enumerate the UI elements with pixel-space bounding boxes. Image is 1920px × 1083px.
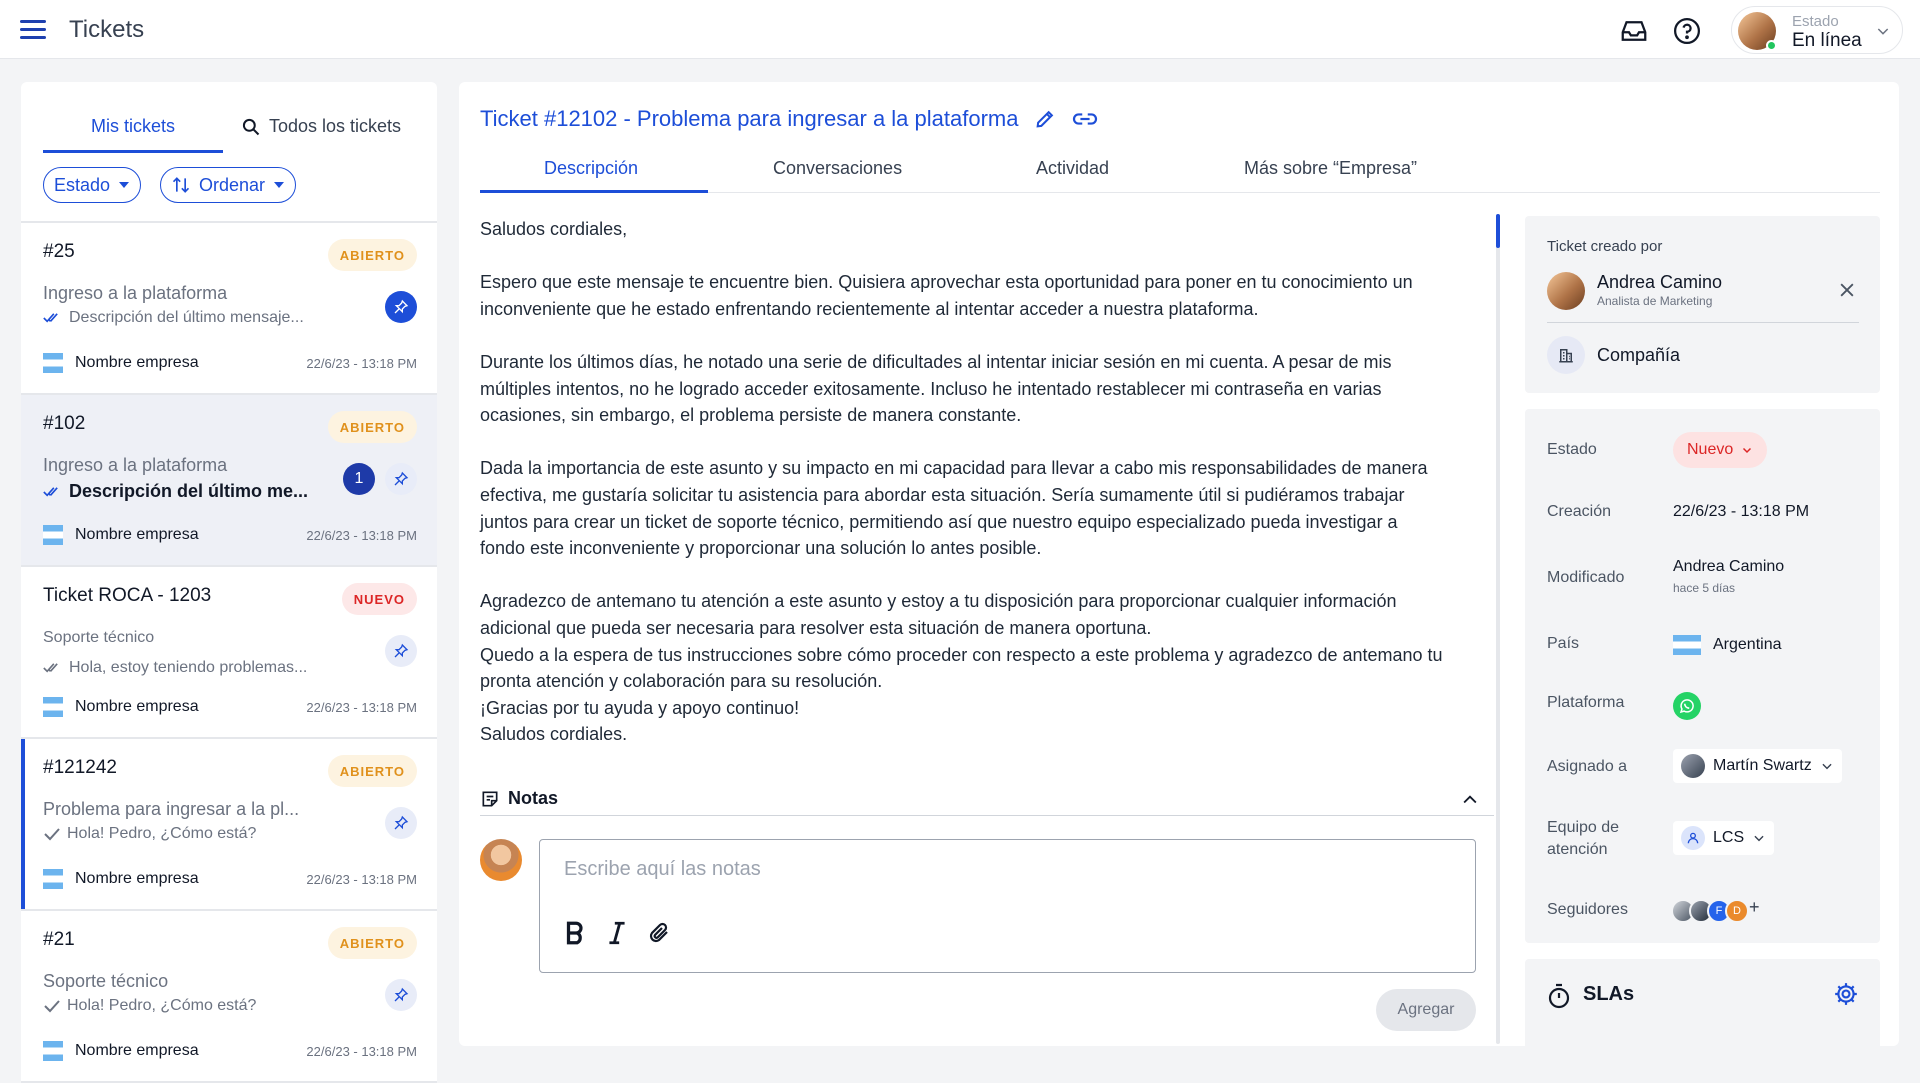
description-scrollbar[interactable]: [1496, 214, 1500, 1044]
pin-icon: [393, 987, 409, 1003]
team-name: LCS: [1713, 829, 1745, 846]
ticket-date: 22/6/23 - 13:18 PM: [306, 1044, 417, 1059]
ticket-subject: Ingreso a la plataforma: [43, 283, 228, 303]
current-user-avatar: [480, 839, 522, 881]
pin-button[interactable]: [385, 291, 417, 323]
company-name: Nombre empresa: [75, 1042, 199, 1059]
check-icon: [43, 999, 61, 1013]
description-line: [480, 322, 1480, 349]
description-line: múltiples intentos, no he logrado acceder exitosamente. Incluso he intentado restablecer mi contraseña en varias: [480, 378, 1382, 399]
gear-icon[interactable]: [1833, 981, 1859, 1007]
argentina-flag-icon: [43, 525, 63, 545]
search-icon: [241, 117, 261, 137]
pin-icon: [393, 815, 409, 831]
pin-button[interactable]: [385, 979, 417, 1011]
ticket-properties-card: [1525, 409, 1880, 943]
message-text: Hola! Pedro, ¿Cómo está?: [67, 997, 257, 1014]
description-line: Quedo a la espera de tus instrucciones sobre cómo proceder con respecto a este problema y agradezco de antemano tu: [480, 644, 1443, 665]
status-badge: ABIERTO: [328, 239, 417, 271]
double-check-icon: [43, 311, 63, 325]
country-name: Argentina: [1713, 636, 1782, 653]
creator-avatar: [1547, 272, 1585, 310]
message-text: Hola, estoy teniendo problemas...: [69, 659, 308, 676]
creator-card: [1525, 216, 1880, 393]
attachment-icon[interactable]: [648, 920, 672, 946]
description-line: pronta atención y colaboración para su resolución.: [480, 671, 883, 692]
ticket-company: [43, 1041, 199, 1061]
ticket-company: [43, 697, 199, 717]
ticket-description: [480, 216, 1480, 748]
ticket-list-panel: [21, 82, 437, 1059]
pin-icon: [393, 299, 409, 315]
pin-icon: [393, 643, 409, 659]
asignado-label: Asignado a: [1547, 758, 1628, 775]
message-text: Descripción del último mensaje...: [69, 309, 304, 326]
tab-active-indicator: [480, 190, 708, 193]
status-value: En línea: [1792, 30, 1862, 51]
ticket-id: #21: [43, 929, 75, 950]
ticket-date: 22/6/23 - 13:18 PM: [306, 528, 417, 543]
notes-title: Notas: [508, 788, 559, 808]
ticket-last-message: [43, 659, 307, 677]
description-line: inconveniente que he estado enfrentando recientemente al intentar acceder a nuestra plataforma.: [480, 298, 1259, 319]
message-text: Descripción del último me...: [69, 481, 309, 501]
ticket-last-message: [43, 309, 304, 327]
ticket-detail-panel: [459, 82, 1899, 1046]
ticket-date: 22/6/23 - 13:18 PM: [306, 700, 417, 715]
caret-down-icon: [273, 181, 285, 189]
message-text: Hola! Pedro, ¿Cómo está?: [67, 825, 257, 842]
description-line: [480, 243, 1480, 270]
ticket-id: #102: [43, 413, 86, 434]
notes-editor: [539, 839, 1476, 973]
company-name: Nombre empresa: [75, 354, 199, 371]
sla-card: [1525, 959, 1880, 1059]
chevron-down-icon: [1752, 831, 1766, 845]
check-icon: [43, 827, 61, 841]
bold-icon[interactable]: [564, 920, 586, 946]
ticket-list-item[interactable]: [21, 739, 437, 911]
menu-icon[interactable]: [20, 20, 46, 40]
ticket-id: #25: [43, 241, 75, 262]
chevron-down-icon: [1875, 23, 1891, 39]
chevron-down-icon: [1741, 444, 1753, 456]
link-icon[interactable]: [1072, 108, 1098, 130]
assignee-selector[interactable]: [1673, 749, 1842, 783]
ticket-company: [43, 869, 199, 889]
add-note-button[interactable]: Agregar: [1376, 989, 1476, 1031]
argentina-flag-icon: [43, 869, 63, 889]
sla-title: SLAs: [1583, 983, 1635, 1005]
ticket-last-message: [43, 997, 256, 1015]
description-line: ¡Gracias por tu ayuda y apoyo continuo!: [480, 697, 800, 718]
modificado-value: Andrea Camino: [1673, 558, 1785, 575]
description-line: fondo este inconveniente y proporcionar una solución lo antes posible.: [480, 538, 1042, 559]
status-selector[interactable]: [1731, 6, 1903, 54]
pin-button[interactable]: [385, 807, 417, 839]
creator-name: Andrea Camino: [1597, 272, 1723, 292]
creator-role: Analista de Marketing: [1597, 294, 1713, 308]
tab-all-label: Todos los tickets: [269, 116, 402, 136]
status-badge: ABIERTO: [328, 755, 417, 787]
ticket-title: Ticket #12102 - Problema para ingresar a la plataforma: [480, 106, 1019, 131]
assignee-name: Martín Swartz: [1713, 757, 1812, 774]
plataforma-label: Plataforma: [1547, 694, 1625, 711]
description-line: Espero que este mensaje te encuentre bien. Quisiera aprovechar esta oportunidad para poner en tu conocimiento un: [480, 272, 1413, 293]
scrollbar-thumb[interactable]: [1496, 214, 1500, 248]
ticket-id: Ticket ROCA - 1203: [43, 585, 212, 606]
estado-filter-chip[interactable]: [43, 167, 141, 203]
tab-actividad[interactable]: Actividad: [1036, 158, 1110, 178]
company-name: Nombre empresa: [75, 870, 199, 887]
notes-input[interactable]: [564, 858, 1444, 881]
ticket-list-item[interactable]: [21, 223, 437, 395]
pais-label: País: [1547, 635, 1580, 652]
online-indicator: [1766, 40, 1777, 51]
pin-button[interactable]: [385, 463, 417, 495]
ticket-date: 22/6/23 - 13:18 PM: [306, 356, 417, 371]
team-icon: [1681, 826, 1705, 850]
ticket-id: #121242: [43, 757, 117, 778]
italic-icon[interactable]: [606, 920, 628, 946]
top-bar: [0, 0, 1920, 59]
ticket-list-item[interactable]: [21, 567, 437, 739]
chevron-down-icon: [1820, 759, 1834, 773]
tab-mas-sobre-empresa[interactable]: Más sobre “Empresa”: [1244, 158, 1418, 178]
help-icon[interactable]: [1672, 16, 1702, 46]
ticket-company: [43, 353, 199, 373]
description-line: [480, 562, 1480, 589]
edit-pencil-icon[interactable]: [1034, 108, 1056, 130]
notes-icon: [480, 789, 500, 809]
creacion-value: 22/6/23 - 13:18 PM: [1673, 503, 1810, 520]
modificado-label: Modificado: [1547, 569, 1625, 586]
description-line: juntos para crear un ticket de soporte técnico, permitiendo así que nuestro equipo especializado pueda investigar a: [480, 511, 1398, 532]
seguidores-label: Seguidores: [1547, 901, 1628, 918]
tab-descripcion[interactable]: Descripción: [544, 158, 639, 178]
tab-my-tickets[interactable]: Mis tickets: [90, 116, 175, 136]
follower-avatar: F: [1707, 899, 1731, 923]
pin-button[interactable]: [385, 635, 417, 667]
double-check-icon: [43, 661, 63, 675]
timer-icon: [1547, 983, 1571, 1009]
assignee-avatar: [1681, 754, 1705, 778]
ticket-title-row: [480, 106, 1098, 132]
tab-conversaciones[interactable]: Conversaciones: [773, 158, 903, 178]
status-badge: ABIERTO: [328, 927, 417, 959]
creator-divider: [1547, 322, 1859, 323]
estado-label: Estado: [1547, 441, 1597, 458]
app-title: Tickets: [69, 16, 145, 43]
argentina-flag-icon: [43, 697, 63, 717]
argentina-flag-icon: [43, 1041, 63, 1061]
modificado-time: hace 5 días: [1673, 581, 1736, 595]
estado-value: Nuevo: [1687, 441, 1734, 458]
ticket-list-item[interactable]: [21, 911, 437, 1083]
chip-label: Ordenar: [199, 174, 266, 195]
description-line: ocasiones, sin embargo, el problema persiste de manera constante.: [480, 405, 1022, 426]
inbox-icon[interactable]: [1619, 16, 1649, 46]
chevron-up-icon[interactable]: [1460, 790, 1480, 810]
status-badge: ABIERTO: [328, 411, 417, 443]
ticket-last-message: [43, 825, 256, 843]
company-name: Nombre empresa: [75, 526, 199, 543]
ordenar-sort-chip[interactable]: [160, 167, 296, 203]
ticket-last-message: [43, 481, 308, 502]
ticket-date: 22/6/23 - 13:18 PM: [306, 872, 417, 887]
pais-value: [1673, 635, 1782, 655]
unread-count-badge: 1: [343, 463, 375, 495]
estado-selector[interactable]: [1673, 432, 1767, 468]
whatsapp-icon: [1673, 692, 1701, 720]
ticket-list-item[interactable]: [21, 395, 437, 567]
ticket-subject: Soporte técnico: [43, 971, 169, 991]
equipo-label-line1: Equipo de: [1547, 819, 1620, 836]
company-name: Nombre empresa: [75, 698, 199, 715]
description-line: Dada la importancia de este asunto y su impacto en mi capacidad para llevar a cabo mis responsabilidades de manera: [480, 458, 1428, 479]
add-follower-button[interactable]: +: [1749, 897, 1760, 917]
description-line: Durante los últimos días, he notado una serie de dificultades al intentar iniciar sesión en mi cuenta. A pesar de mis: [480, 351, 1392, 372]
company-name[interactable]: Compañía: [1597, 345, 1681, 365]
close-icon[interactable]: [1837, 280, 1857, 300]
sort-icon: [171, 175, 191, 195]
double-check-icon: [43, 485, 63, 499]
chip-label: Estado: [54, 174, 111, 195]
creator-label: Ticket creado por: [1547, 238, 1663, 255]
description-line: efectiva, me gustaría solicitar tu asistencia para abordar esta situación. Sería sumamente útil si pudiéramos trabajar: [480, 484, 1405, 505]
description-line: Agradezco de antemano tu atención a este asunto y estoy a tu disposición para proporcionar cualquier información: [480, 591, 1397, 612]
tab-all-tickets[interactable]: [241, 116, 401, 137]
status-label: Estado: [1792, 13, 1839, 30]
ticket-subject: Problema para ingresar a la pl...: [43, 799, 300, 819]
creacion-label: Creación: [1547, 503, 1612, 520]
description-line: Saludos cordiales,: [480, 219, 628, 239]
tab-active-indicator: [43, 150, 223, 153]
description-line: adicional que pueda ser necesaria para resolver esta situación de manera oportuna.: [480, 617, 1152, 638]
status-badge: NUEVO: [342, 583, 417, 615]
team-selector[interactable]: [1673, 821, 1774, 855]
ticket-company: [43, 525, 199, 545]
notes-header[interactable]: [480, 782, 1494, 816]
description-line: [480, 429, 1480, 456]
pin-icon: [393, 471, 409, 487]
equipo-label-line2: atención: [1547, 841, 1608, 858]
follower-avatar: D: [1725, 899, 1749, 923]
building-icon: [1547, 336, 1585, 374]
ticket-subject: Soporte técnico: [43, 629, 155, 646]
ticket-subject: Ingreso a la plataforma: [43, 455, 228, 475]
argentina-flag-icon: [1673, 635, 1701, 655]
description-line: Saludos cordiales.: [480, 724, 628, 745]
caret-down-icon: [118, 181, 130, 189]
argentina-flag-icon: [43, 353, 63, 373]
